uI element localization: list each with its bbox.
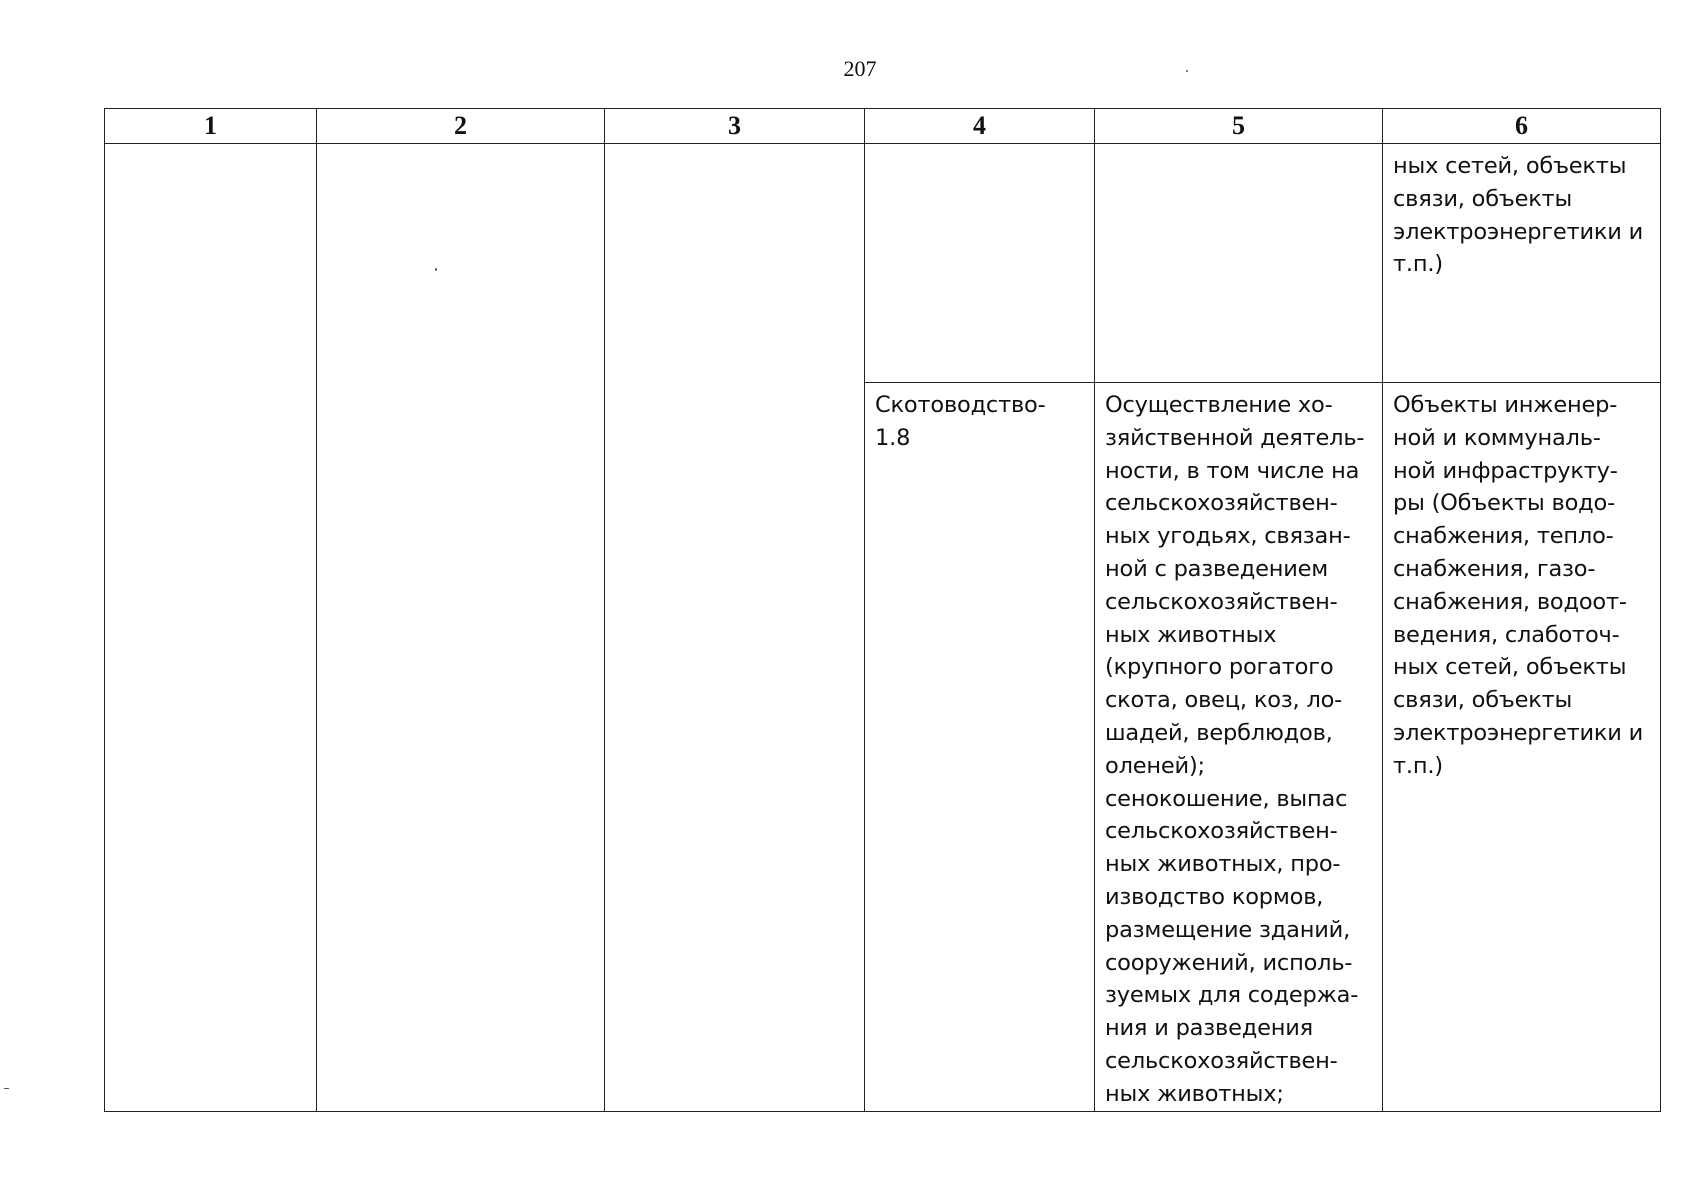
column-header-4: 4 xyxy=(865,109,1095,144)
cell-land-use-description xyxy=(1095,383,1383,1112)
cell-col1-merged xyxy=(105,144,317,1112)
column-header-2: 2 xyxy=(317,109,605,144)
scan-speck xyxy=(435,268,437,271)
cell-col2-merged xyxy=(317,144,605,1112)
cell-text: ных сетей, объекты связи, объекты электроэнергетики и т.п.) xyxy=(1393,153,1644,278)
land-use-table xyxy=(104,108,1661,1112)
cell-col5-continued xyxy=(1095,144,1383,383)
cell-text xyxy=(865,144,1094,150)
cell-text xyxy=(1095,144,1382,150)
cell-permitted-objects xyxy=(1383,383,1661,1112)
column-header-1: 1 xyxy=(105,109,317,144)
scan-speck xyxy=(1186,70,1188,72)
scan-speck xyxy=(4,1088,9,1089)
cell-col4-continued xyxy=(865,144,1095,383)
table-row xyxy=(105,144,1661,383)
cell-col3-merged xyxy=(605,144,865,1112)
cell-land-use-type xyxy=(865,383,1095,1112)
permitted-objects-text: Объекты инженер- ной и коммуналь- ной инфраструкту- ры (Объекты водо- снабжения, тепло- снабжения, газо- снабжения, водоот- ведения, слаботоч- ных сетей, объекты связи, объекты электроэнергетики и т.п.) xyxy=(1393,392,1644,779)
column-header-5: 5 xyxy=(1095,109,1383,144)
table-header-row xyxy=(105,109,1661,144)
page-number: 207 xyxy=(843,56,877,81)
land-use-description-text: Осуществление хо- зяйственной деятель- ности, в том числе на сельскохозяйствен- ных угодьях, связан- ной с разведением сельскохозяйствен- ных животных (крупного рогатого скота, овец, коз, ло- шадей, верблюдов, оленей); сенокошение, выпас сельскохозяйствен- ных животных, про- изводство кормов, размещение зданий, сооружений, исполь- зуемых для содержа- ния и разведения сельскохозяйствен- ных животных; xyxy=(1105,392,1365,1107)
cell-col6-continued xyxy=(1383,144,1661,383)
column-header-6: 6 xyxy=(1383,109,1661,144)
land-use-type-text: Скотоводство- 1.8 xyxy=(875,392,1046,451)
column-header-3: 3 xyxy=(605,109,865,144)
